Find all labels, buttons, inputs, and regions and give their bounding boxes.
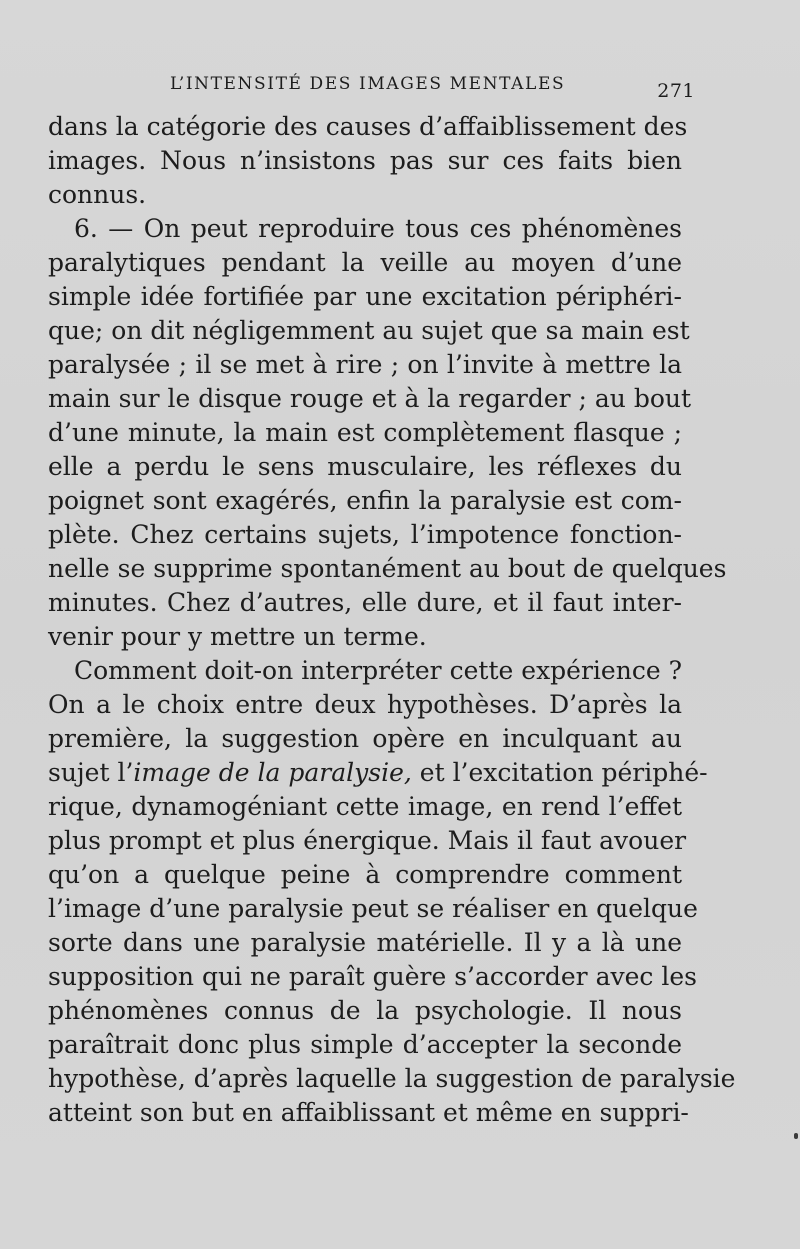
paragraph-start-line: Comment doit-on interpréter cette expérience ?: [74, 656, 682, 685]
text-line: simple idée fortifiée par une excitation périphéri-: [48, 282, 682, 311]
text-line: dans la catégorie des causes d’affaiblissement des: [48, 112, 688, 141]
running-title: L’INTENSITÉ DES IMAGES MENTALES: [170, 74, 566, 94]
text-line: phénomènes connus de la psychologie. Il nous: [48, 996, 682, 1025]
paragraph-start-line: 6. — On peut reproduire tous ces phénomènes: [74, 214, 682, 243]
text-line: On a le choix entre deux hypothèses. D’après la: [48, 690, 682, 719]
text-line: plus prompt et plus énergique. Mais il faut avouer: [48, 826, 687, 855]
text-line: paraîtrait donc plus simple d’accepter la seconde: [48, 1030, 682, 1059]
text-line: elle a perdu le sens musculaire, les réflexes du: [48, 452, 682, 481]
text-line: d’une minute, la main est complètement flasque ;: [48, 418, 682, 447]
text-line-with-italic: [48, 756, 708, 790]
page-number: 271: [657, 80, 695, 102]
text-line: que; on dit négligemment au sujet que sa main est: [48, 316, 690, 345]
text-line: main sur le disque rouge et à la regarder ; au bout: [48, 384, 692, 413]
text-line: paralysée ; il se met à rire ; on l’invite à mettre la: [48, 350, 682, 379]
scan-speck: [794, 1133, 798, 1139]
text-line: sorte dans une paralysie matérielle. Il y a là une: [48, 928, 682, 957]
page-header: [40, 74, 695, 104]
text-line: hypothèse, d’après laquelle la suggestion de paralysie: [48, 1064, 736, 1093]
text-line: première, la suggestion opère en inculquant au: [48, 724, 682, 753]
text-line: nelle se supprime spontanément au bout de quelques: [48, 554, 727, 583]
body-text: [48, 110, 736, 1130]
italic-phrase: image de la paralysie,: [133, 758, 412, 787]
text-line: qu’on a quelque peine à comprendre comment: [48, 860, 682, 889]
text-line: supposition qui ne paraît guère s’accorder avec les: [48, 962, 697, 991]
text-line: images. Nous n’insistons pas sur ces faits bien: [48, 146, 682, 175]
text-line: connus.: [48, 180, 147, 209]
text-line: paralytiques pendant la veille au moyen d’une: [48, 248, 682, 277]
text-line: minutes. Chez d’autres, elle dure, et il faut inter-: [48, 588, 682, 617]
text-line: l’image d’une paralysie peut se réaliser en quelque: [48, 894, 698, 923]
text-line: rique, dynamogéniant cette image, en rend l’effet: [48, 792, 682, 821]
text-line: venir pour y mettre un terme.: [48, 622, 427, 651]
text-line: poignet sont exagérés, enfin la paralysie est com-: [48, 486, 682, 515]
text-line: atteint son but en affaiblissant et même en suppri-: [48, 1098, 689, 1127]
text-segment: sujet l’: [48, 758, 134, 787]
text-segment: et l’excitation périphé-: [411, 758, 708, 787]
text-line: plète. Chez certains sujets, l’impotence fonction-: [48, 520, 682, 549]
